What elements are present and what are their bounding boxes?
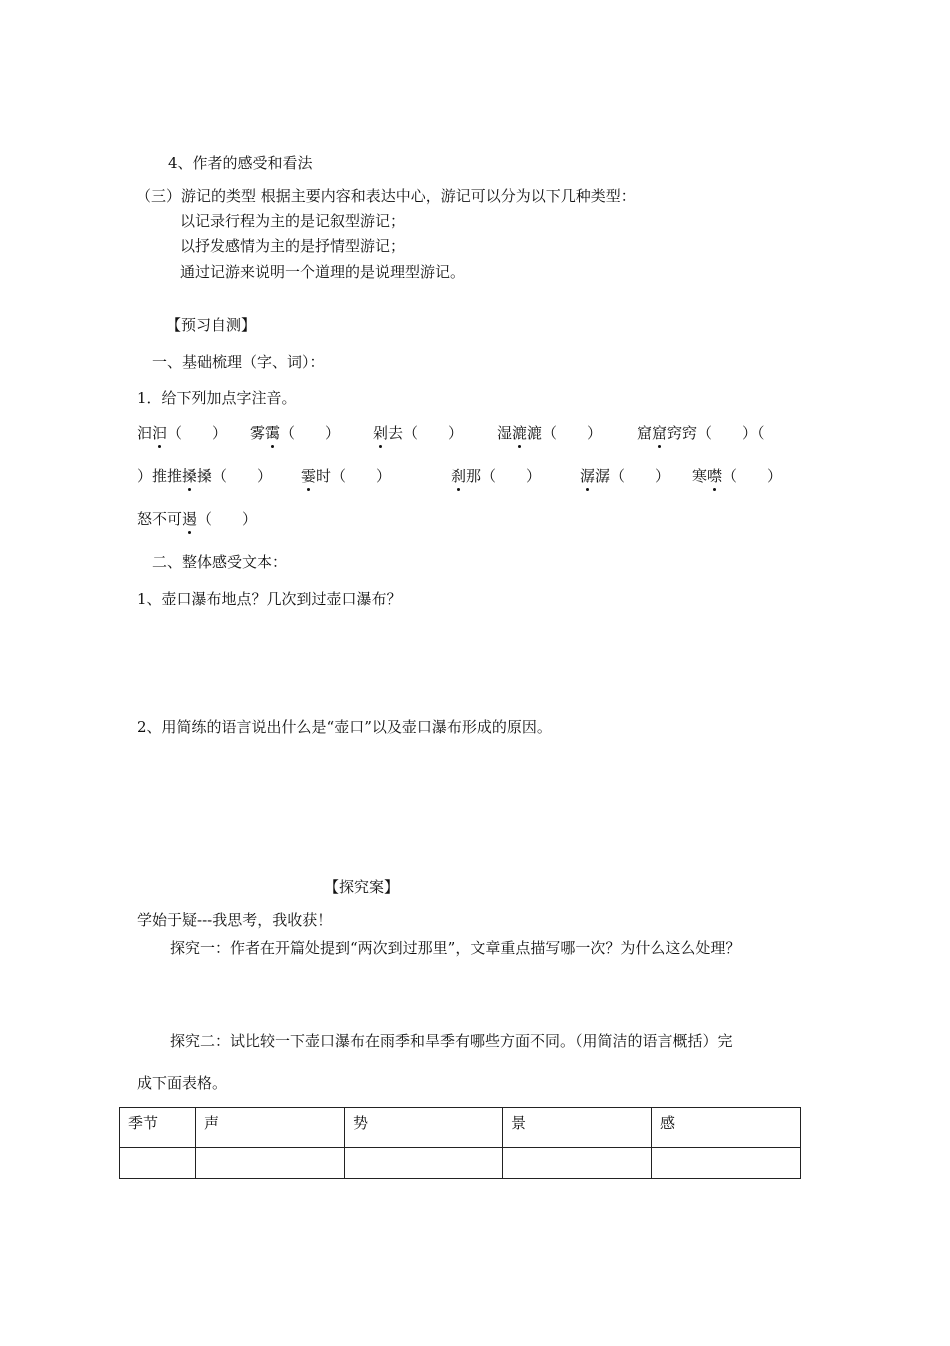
answer-blank: 那（ ） — [466, 467, 542, 485]
word-text: 汩 — [137, 424, 153, 442]
dotted-char: 窟 — [652, 424, 668, 442]
pinyin-item — [580, 466, 670, 486]
dotted-char: 剁 — [373, 424, 389, 442]
travelogue-type-narrative: 以记录行程为主的是记叙型游记； — [180, 212, 406, 230]
travelogue-type-lyric: 以抒发感情为主的是抒情型游记； — [180, 237, 406, 255]
header-feeling: 感 — [652, 1108, 801, 1148]
explore-question-1: 探究一：作者在开篇处提到“两次到过那里”，文章重点描写哪一次？为什么这么处理？ — [170, 939, 741, 957]
basic-review-heading: 一、基础梳理（字、词）： — [152, 353, 325, 371]
dotted-char: 搡 — [182, 467, 198, 485]
word-text: 雾 — [250, 424, 266, 442]
header-scenery: 景 — [503, 1108, 652, 1148]
word-text: ）推推 — [137, 467, 183, 485]
dotted-char: 汩 — [152, 424, 168, 442]
dotted-char: 漉 — [512, 424, 528, 442]
pinyin-item — [301, 466, 391, 486]
dotted-char: 霎 — [301, 467, 317, 485]
dotted-char: 刹 — [451, 467, 467, 485]
pinyin-item — [137, 509, 257, 529]
pinyin-item — [137, 423, 227, 443]
word-text: 湿 — [497, 424, 513, 442]
perception-question-2: 2、用简练的语言说出什么是“壶口”以及壶口瀑布形成的原因。 — [137, 718, 552, 736]
pinyin-item — [692, 466, 782, 486]
word-text: 怒不可 — [137, 510, 183, 528]
header-momentum: 势 — [345, 1108, 503, 1148]
dotted-char: 噤 — [707, 467, 723, 485]
pinyin-item — [250, 423, 340, 443]
word-text: 窟 — [637, 424, 653, 442]
dotted-char: 遏 — [182, 510, 198, 528]
explore-question-2-continued: 成下面表格。 — [137, 1074, 228, 1092]
travelogue-type-argumentative: 通过记游来说明一个道理的是说理型游记。 — [180, 263, 466, 281]
pinyin-item — [373, 423, 463, 443]
season-comparison-table — [119, 1107, 801, 1179]
explore-title: 【探究案】 — [324, 878, 400, 896]
travelogue-types-heading: （三）游记的类型 根据主要内容和表达中心，游记可以分为以下几种类型： — [136, 187, 636, 205]
pinyin-item — [451, 466, 541, 486]
preview-title: 【预习自测】 — [166, 316, 257, 334]
dotted-char: 潺 — [580, 467, 596, 485]
word-text: 寒 — [692, 467, 708, 485]
answer-blank: （ ） — [280, 424, 341, 442]
dotted-char: 霭 — [265, 424, 281, 442]
answer-blank: 漉（ ） — [527, 424, 603, 442]
table-cell — [196, 1148, 345, 1179]
table-row — [120, 1148, 801, 1179]
perception-question-1: 1、壶口瀑布地点？几次到过壶口瀑布？ — [137, 590, 402, 608]
outline-item-4: 4、作者的感受和看法 — [168, 154, 313, 172]
answer-blank: 搡（ ） — [197, 467, 273, 485]
pinyin-item — [637, 423, 765, 443]
explore-question-2: 探究二：试比较一下壶口瀑布在雨季和旱季有哪些方面不同。（用简洁的语言概括）完 — [170, 1032, 733, 1050]
answer-blank: （ ） — [167, 424, 228, 442]
table-cell — [503, 1148, 652, 1179]
table-cell — [345, 1148, 503, 1179]
explore-motto: 学始于疑---我思考，我收获！ — [137, 911, 333, 929]
pinyin-item — [497, 423, 602, 443]
header-season: 季节 — [120, 1108, 196, 1148]
pinyin-item — [137, 466, 272, 486]
header-sound: 声 — [196, 1108, 345, 1148]
table-header-row — [120, 1108, 801, 1148]
pinyin-question: 1．给下列加点字注音。 — [137, 389, 297, 407]
table-cell — [652, 1148, 801, 1179]
table-cell — [120, 1148, 196, 1179]
answer-blank: 潺（ ） — [595, 467, 671, 485]
answer-blank: （ ） — [197, 510, 258, 528]
answer-blank: 窍窍（ ）（ — [667, 424, 765, 442]
answer-blank: 时（ ） — [316, 467, 392, 485]
answer-blank: （ ） — [722, 467, 783, 485]
overall-perception-heading: 二、整体感受文本： — [152, 553, 288, 571]
answer-blank: 去（ ） — [388, 424, 464, 442]
